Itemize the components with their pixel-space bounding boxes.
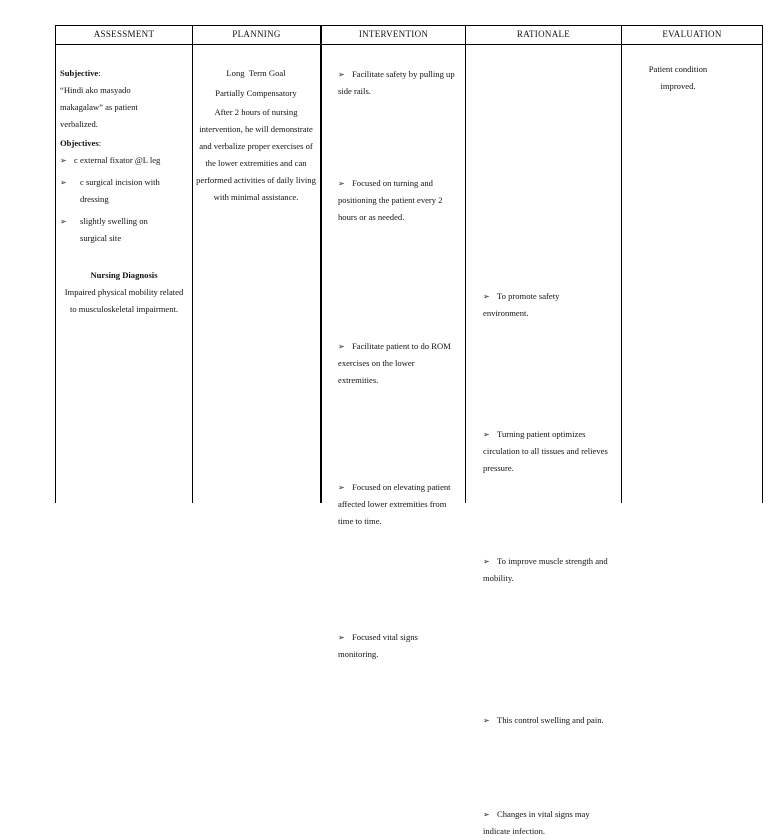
- column-divider: [465, 25, 466, 503]
- goal-type: Long Term Goal: [226, 68, 286, 78]
- nursing-diagnosis-heading: Nursing Diagnosis: [90, 270, 158, 280]
- header-evaluation: EVALUATION: [662, 29, 722, 39]
- subjective-label: Subjective: [60, 68, 99, 78]
- objective-item: ➢ c surgical incision with dressing: [60, 174, 180, 208]
- intervention-item: ➢ Focused on turning and positioning the patient every 2 hours or as needed.: [338, 175, 462, 226]
- assessment-cell: [60, 65, 188, 318]
- nursing-system: Partially Compensatory: [215, 88, 297, 98]
- rationale-item: ➢ Changes in vital signs may indicate infection.: [483, 806, 613, 840]
- subjective-quote: “Hindi ako masyado makagalaw” as patient verbalized.: [60, 85, 138, 129]
- header-intervention: INTERVENTION: [358, 29, 429, 39]
- subjective-colon: :: [98, 68, 101, 78]
- column-divider: [320, 25, 322, 503]
- column-divider: [55, 25, 56, 503]
- nursing-diagnosis-text: Impaired physical mobility related to musculoskeletal impairment.: [64, 287, 184, 314]
- objective-item: ➢ slightly swelling on surgical site: [60, 213, 170, 247]
- intervention-item: ➢ Focused on elevating patient affected lower extremities from time to time.: [338, 479, 462, 530]
- planning-cell: [196, 65, 316, 206]
- intervention-item: ➢ Focused vital signs monitoring.: [338, 629, 448, 663]
- objectives-heading: [60, 135, 188, 152]
- intervention-item: ➢ Facilitate safety by pulling up side rails.: [338, 66, 460, 100]
- rationale-item: ➢ To improve muscle strength and mobility.: [483, 553, 617, 587]
- column-divider: [192, 25, 193, 503]
- header-planning: PLANNING: [232, 29, 281, 39]
- objective-item: ➢ c external fixator @L leg: [60, 152, 188, 169]
- header-rationale: RATIONALE: [516, 29, 571, 39]
- rationale-item: ➢ To promote safety environment.: [483, 288, 593, 322]
- rationale-item: ➢ This control swelling and pain.: [483, 712, 613, 729]
- header-bottom-border: [55, 44, 763, 45]
- header-assessment: ASSESSMENT: [93, 29, 155, 39]
- subjective-heading: [60, 65, 188, 82]
- evaluation-text: Patient condition improved.: [648, 64, 708, 91]
- objectives-colon: :: [98, 138, 102, 148]
- column-divider: [762, 25, 763, 503]
- column-divider: [621, 25, 622, 503]
- rationale-item: ➢ Turning patient optimizes circulation to all tissues and relieves pressure.: [483, 426, 613, 477]
- planning-goal: After 2 hours of nursing intervention, he will demonstrate and verbalize proper exercises of the lower extremities and can performed activities of daily living with minimal assistance.: [196, 107, 316, 202]
- intervention-item: ➢ Facilitate patient to do ROM exercises on the lower extremities.: [338, 338, 456, 389]
- table-top-border: [55, 25, 763, 26]
- objectives-label: Objectives: [60, 138, 99, 148]
